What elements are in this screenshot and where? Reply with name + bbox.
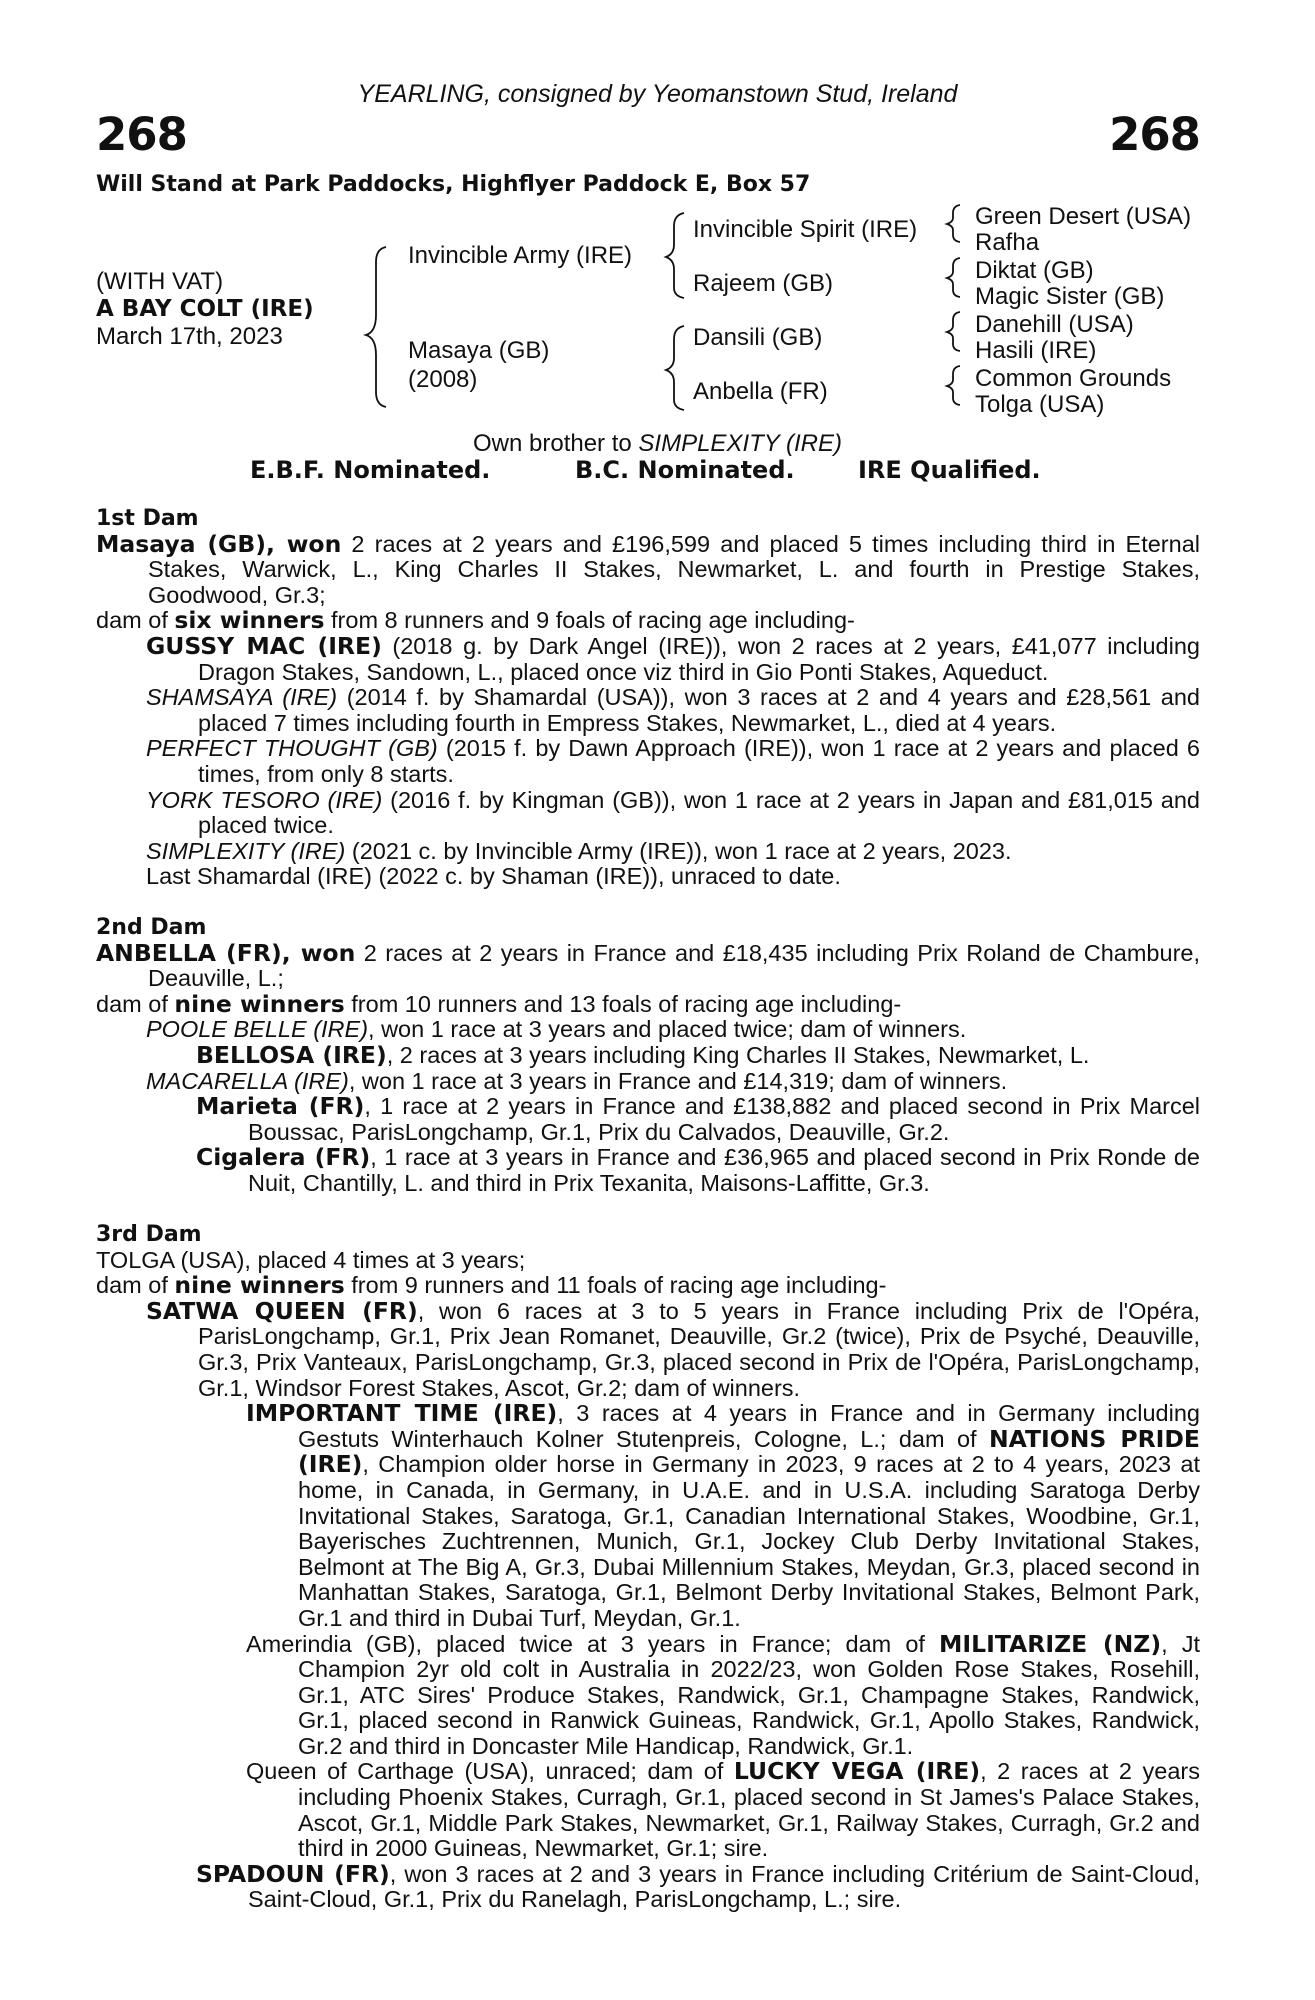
produce-item: POOLE BELLE (IRE), won 1 race at 3 years and placed twice; dam of winners.	[146, 1016, 967, 1043]
second-dam-section	[96, 915, 1200, 1197]
ancestor-3: Diktat (GB)	[975, 257, 1094, 284]
ire-qualified: IRE Qualified.	[858, 456, 1041, 484]
sire-dam: Rajeem (GB)	[693, 270, 834, 297]
produce-item: Last Shamardal (IRE) (2022 c. by Shaman (IRE)), unraced to date.	[146, 863, 841, 890]
own-brother-note: Own brother to SIMPLEXITY (IRE)	[472, 430, 843, 457]
produce-item: PERFECT THOUGHT (GB) (2015 f. by Dawn Approach (IRE)), won 1 race at 2 years and placed 6 times, from only 8 starts.	[146, 735, 1200, 787]
own-brother-name: SIMPLEXITY (IRE)	[638, 430, 843, 457]
ancestor-5: Danehill (USA)	[975, 311, 1134, 338]
third-dam-section	[96, 1222, 1200, 1913]
first-dam-heading: 1st Dam	[96, 506, 199, 531]
ancestor-6: Hasili (IRE)	[975, 337, 1097, 364]
dam-year: (2008)	[408, 366, 478, 393]
produce-item: GUSSY MAC (IRE) (2018 g. by Dark Angel (IRE)), won 2 races at 2 years, £41,077 including Dragon Stakes, Sandown, L., placed once viz third in Gio Ponti Stakes, Aqueduct.	[146, 631, 1200, 685]
first-dam-section	[96, 506, 1200, 890]
lot-number-left: 268	[96, 108, 187, 161]
second-dam-heading: 2nd Dam	[96, 915, 207, 940]
produce-item: Marieta (FR), 1 race at 2 years in France and £138,882 and placed second in Prix Marcel Boussac, ParisLongchamp, Gr.1, Prix du Calvados, Deauville, Gr.2.	[196, 1092, 1201, 1145]
produce-item: BELLOSA (IRE), 2 races at 3 years including King Charles II Stakes, Newmarket, L.	[196, 1040, 1090, 1069]
second-dam-record: ANBELLA (FR), won 2 races at 2 years in France and £18,435 including Prix Roland de Chambure, Deauville, L.;	[96, 938, 1200, 992]
ebf-nominated: E.B.F. Nominated.	[250, 456, 491, 484]
sire-sire: Invincible Spirit (IRE)	[693, 216, 918, 243]
produce-item: Cigalera (FR), 1 race at 3 years in France and £36,965 and placed second in Prix Ronde de Nuit, Chantilly, L. and third in Prix Texanita, Maisons-Laffitte, Gr.3.	[196, 1143, 1200, 1196]
ancestor-4: Magic Sister (GB)	[975, 283, 1165, 310]
dam-dam: Anbella (FR)	[693, 378, 828, 405]
lot-number-right: 268	[1109, 108, 1200, 161]
catalogue-subtitle: YEARLING, consigned by Yeomanstown Stud, Ireland	[357, 80, 958, 108]
ancestor-7: Common Grounds	[975, 365, 1172, 392]
third-dam-heading: 3rd Dam	[96, 1222, 202, 1247]
sire: Invincible Army (IRE)	[408, 242, 633, 269]
produce-item: Queen of Carthage (USA), unraced; dam of LUCKY VEGA (IRE), 2 races at 2 years including Phoenix Stakes, Curragh, Gr.1, placed second in St James's Palace Stakes, Ascot, Gr.1, Middle Park Stakes, Newmarket, Gr.1, Railway Stakes, Curragh, Gr.2 and third in 2000 Guineas, Newmarket, Gr.1; sire.	[246, 1757, 1200, 1862]
produce-item: YORK TESORO (IRE) (2016 f. by Kingman (GB)), won 1 race at 2 years in Japan and £81,015 and placed twice.	[146, 786, 1200, 839]
ancestor-1: Green Desert (USA)	[975, 203, 1192, 230]
first-dam-record: Masaya (GB), won 2 races at 2 years and £196,599 and placed 5 times including third in Eternal Stakes, Warwick, L., King Charles II Stakes, Newmarket, L. and fourth in Prestige Stakes, Goodwood, Gr.3;	[96, 529, 1200, 608]
produce-item: SPADOUN (FR), won 3 races at 2 and 3 years in France including Critérium de Saint-Cloud, Saint-Cloud, Gr.1, Prix du Ranelagh, ParisLongchamp, L.; sire.	[196, 1859, 1200, 1913]
dam: Masaya (GB)	[408, 337, 550, 364]
produce-item: Amerindia (GB), placed twice at 3 years in France; dam of MILITARIZE (NZ), Jt Champion 2yr old colt in Australia in 2022/23, won Golden Rose Stakes, Rosehill, Gr.1, ATC Sires' Produce Stakes, Randwick, Gr.1, Champagne Stakes, Randwick, Gr.1, placed second in Ranwick Guineas, Randwick, Gr.1, Apollo Stakes, Randwick, Gr.2 and third in Doncaster Mile Handicap, Randwick, Gr.1.	[246, 1629, 1200, 1759]
produce-item: SHAMSAYA (IRE) (2014 f. by Shamardal (USA)), won 3 races at 2 and 4 years and £28,561 and placed 7 times including fourth in Empress Stakes, Newmarket, L., died at 4 years.	[146, 684, 1200, 736]
ancestor-8: Tolga (USA)	[975, 391, 1105, 418]
produce-item: SATWA QUEEN (FR), won 6 races at 3 to 5 years in France including Prix de l'Opéra, ParisLongchamp, Gr.1, Prix Jean Romanet, Deauville, Gr.2 (twice), Prix de Psyché, Deauville, Gr.3, Prix Vanteaux, ParisLongchamp, Gr.3, placed second in Prix de l'Opéra, ParisLongchamp, Gr.1, Windsor Forest Stakes, Ascot, Gr.2; dam of winners.	[146, 1296, 1200, 1401]
horse-name: A BAY COLT (IRE)	[96, 296, 314, 322]
produce-item: SIMPLEXITY (IRE) (2021 c. by Invincible Army (IRE)), won 1 race at 2 years, 2023.	[146, 837, 1012, 864]
third-dam-record: TOLGA (USA), placed 4 times at 3 years;	[96, 1246, 526, 1273]
third-dam-produce-summary: dam of nine winners from 9 runners and 11 foals of racing age including-	[96, 1271, 887, 1300]
vat-note: (WITH VAT)	[96, 268, 224, 295]
first-dam-produce-summary: dam of six winners from 8 runners and 9 foals of racing age including-	[96, 606, 855, 635]
stand-location: Will Stand at Park Paddocks, Highflyer Paddock E, Box 57	[96, 172, 811, 197]
ancestor-2: Rafha	[975, 229, 1040, 256]
produce-item: IMPORTANT TIME (IRE), 3 races at 4 years in France and in Germany including Gestuts Winterhauch Kolner Stutenpreis, Cologne, L.; dam of NATIONS PRIDE (IRE), Champion older horse in Germany in 2023, 9 races at 2 to 4 years, 2023 at home, in Canada, in Germany, in U.A.E. and in U.S.A. including Saratoga Derby Invitational Stakes, Saratoga, Gr.1, Canadian International Stakes, Woodbine, Gr.1, Bayerisches Zuchtrennen, Munich, Gr.1, Jockey Club Derby Invitational Stakes, Belmont at The Big A, Gr.3, Dubai Millennium Stakes, Meydan, Gr.3, placed second in Manhattan Stakes, Saratoga, Gr.1, Belmont Derby Invitational Stakes, Belmont Park, Gr.1 and third in Dubai Turf, Meydan, Gr.1.	[246, 1399, 1200, 1631]
dam-sire: Dansili (GB)	[693, 324, 823, 351]
foaling-date: March 17th, 2023	[96, 323, 283, 350]
produce-item: MACARELLA (IRE), won 1 race at 3 years in France and £14,319; dam of winners.	[146, 1067, 1008, 1094]
second-dam-produce-summary: dam of nine winners from 10 runners and 13 foals of racing age including-	[96, 989, 902, 1018]
bc-nominated: B.C. Nominated.	[575, 456, 795, 484]
